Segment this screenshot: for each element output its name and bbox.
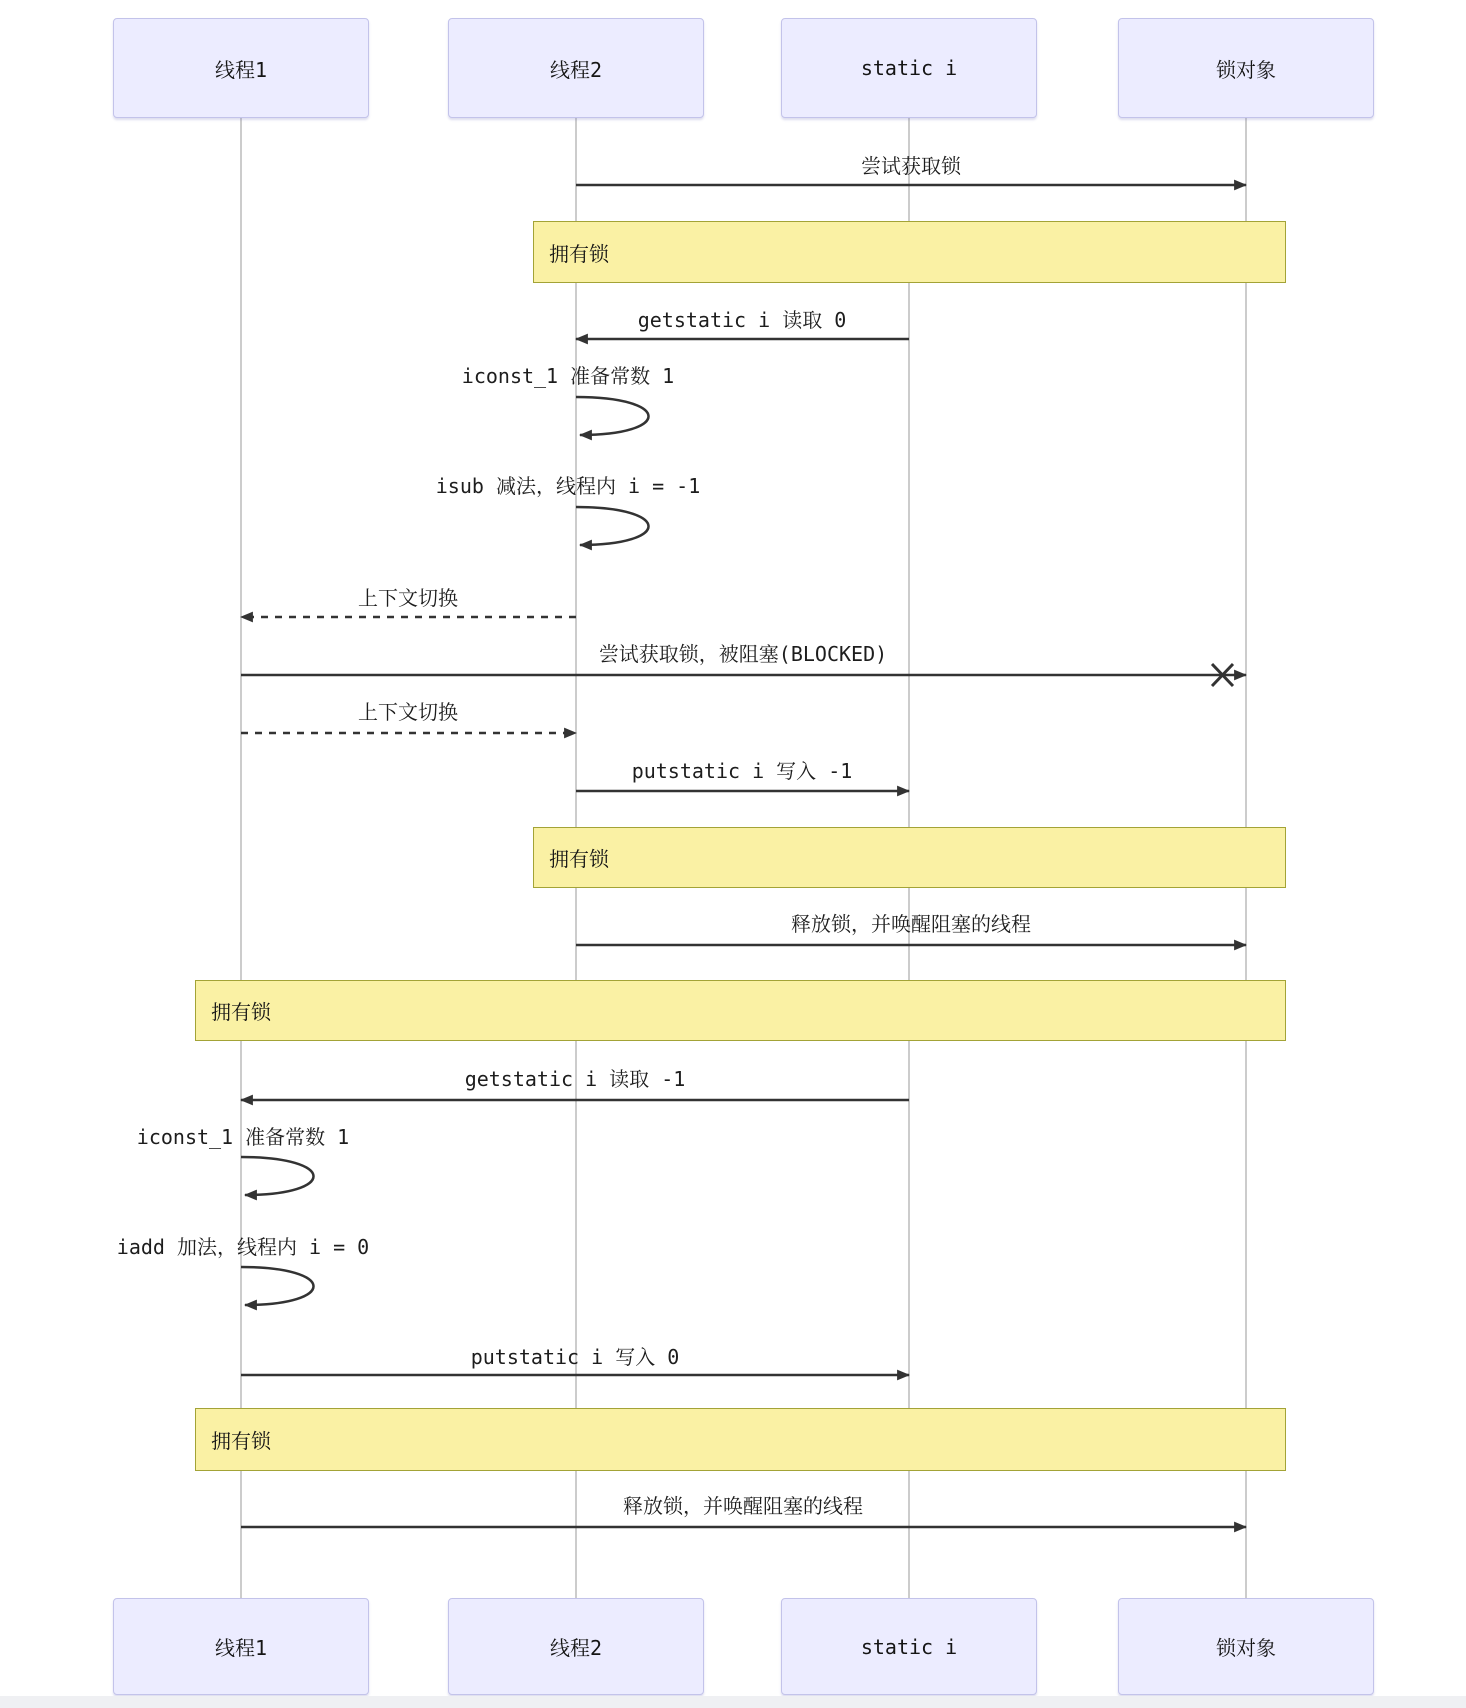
owns-lock-label: 拥有锁 — [211, 1000, 271, 1024]
owns-lock-note-4 — [195, 1408, 1286, 1471]
message-label-try-acquire-blocked: 尝试获取锁，被阻塞(BLOCKED) — [598, 642, 888, 666]
message-label-release-lock-1: 释放锁，并唤醒阻塞的线程 — [791, 912, 1031, 936]
message-label-release-lock-2: 释放锁，并唤醒阻塞的线程 — [623, 1494, 863, 1518]
participant-lock-top — [1118, 18, 1374, 118]
participant-label: 线程1 — [214, 57, 268, 82]
message-label-context-switch-1: 上下文切换 — [358, 586, 458, 610]
participant-label: 线程1 — [214, 1636, 268, 1660]
participant-lock-bottom — [1118, 1598, 1374, 1695]
message-label-iconst1-t2: iconst_1 准备常数 1 — [461, 364, 675, 388]
owns-lock-note-3 — [195, 980, 1286, 1041]
message-label-putstatic-write-0: putstatic i 写入 0 — [470, 1345, 680, 1369]
owns-lock-label: 拥有锁 — [549, 241, 609, 266]
participant-label: 锁对象 — [1216, 1636, 1276, 1660]
message-label-try-acquire-lock: 尝试获取锁 — [861, 154, 961, 178]
participant-label: 锁对象 — [1216, 57, 1276, 82]
self-loop-iconst1-t2 — [576, 397, 649, 435]
self-loop-iconst1-t1 — [241, 1157, 314, 1195]
participant-label: static i — [860, 56, 958, 80]
participant-thread2-top — [448, 18, 704, 118]
participant-thread2-bottom — [448, 1598, 704, 1695]
participant-label: 线程2 — [549, 57, 603, 82]
participant-static-i-bottom — [781, 1598, 1037, 1695]
participant-thread1-bottom — [113, 1598, 369, 1695]
page-background-strip — [0, 1696, 1466, 1708]
self-loop-isub-t2 — [576, 507, 649, 545]
participant-static-i-top — [781, 18, 1037, 118]
participant-thread1-top — [113, 18, 369, 118]
message-label-iconst1-t1: iconst_1 准备常数 1 — [136, 1125, 350, 1149]
participant-label: 线程2 — [549, 1636, 603, 1660]
owns-lock-label: 拥有锁 — [549, 847, 609, 871]
message-label-putstatic-write-neg1: putstatic i 写入 -1 — [631, 759, 853, 783]
owns-lock-note-2 — [533, 827, 1286, 888]
owns-lock-note-1 — [533, 221, 1286, 283]
message-label-getstatic-read-0: getstatic i 读取 0 — [637, 308, 847, 332]
message-label-context-switch-2: 上下文切换 — [358, 700, 458, 724]
message-label-getstatic-read-neg1: getstatic i 读取 -1 — [464, 1067, 686, 1091]
participant-label: static i — [860, 1634, 958, 1659]
message-label-iadd-t1: iadd 加法，线程内 i = 0 — [116, 1235, 370, 1259]
message-label-isub-t2: isub 减法，线程内 i = -1 — [435, 474, 701, 498]
owns-lock-label: 拥有锁 — [211, 1429, 271, 1453]
self-loop-iadd-t1 — [241, 1267, 314, 1305]
